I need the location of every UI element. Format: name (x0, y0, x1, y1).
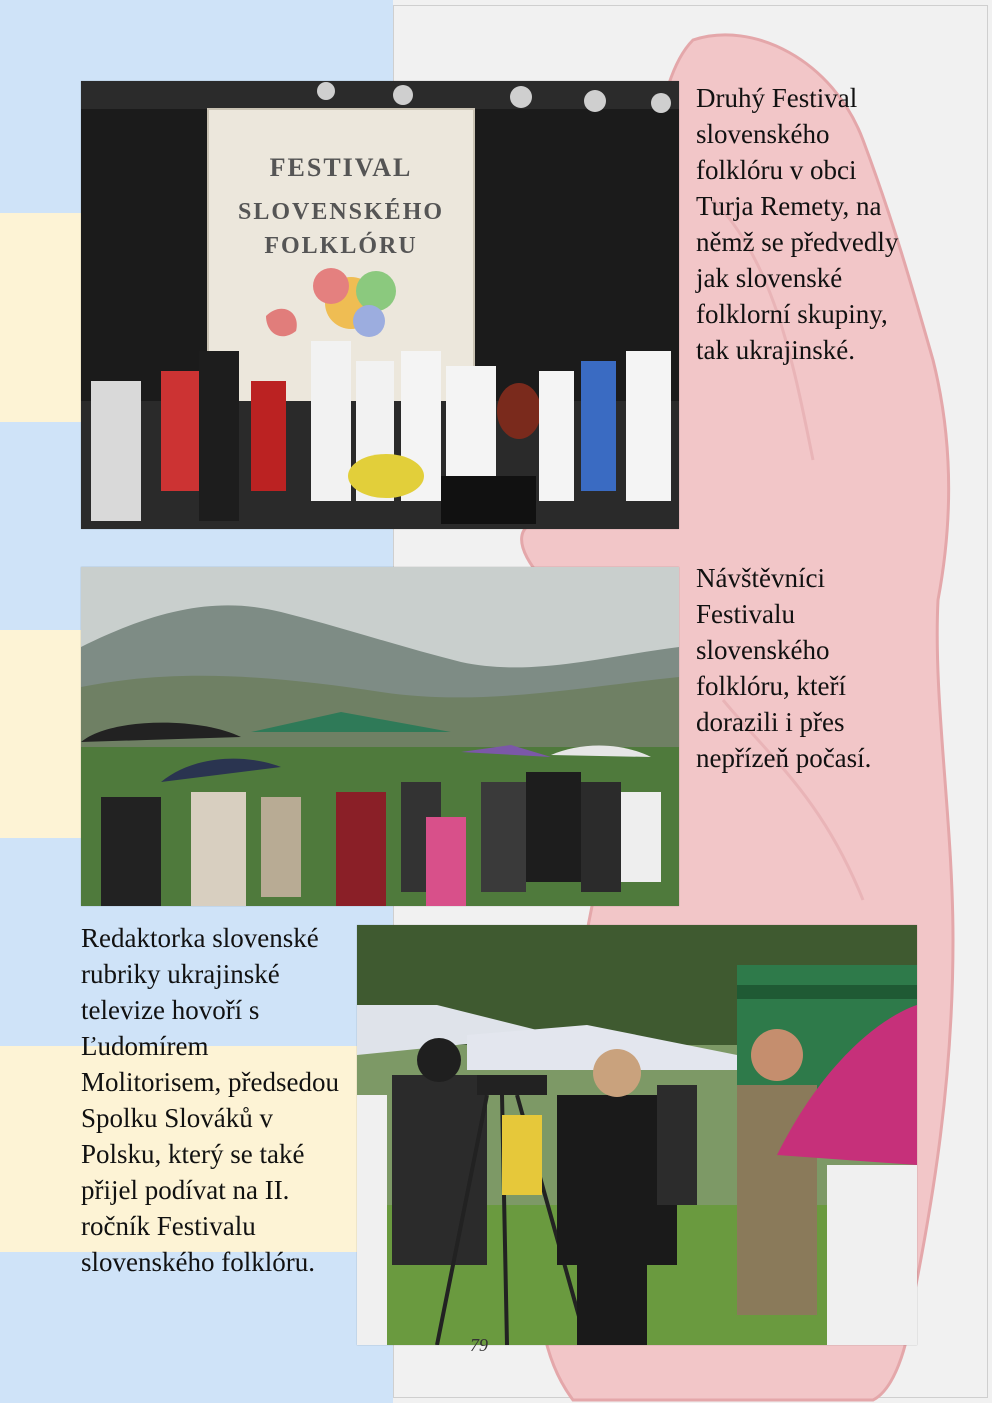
caption-photo-2: Návštěvníci Festivalu slovenského folklóru, kteří dorazili i přes nepřízeň počasí. (696, 563, 872, 773)
photo-tv-interview (357, 925, 917, 1345)
banner-line-2: SLOVENSKÉHO (237, 199, 445, 225)
page-number: 79 (470, 1335, 488, 1355)
banner-line-3: FOLKLÓRU (264, 233, 418, 259)
caption-photo-1: Druhý Festival slovenského folklóru v obci Turja Remety, na němž se předvedly jak slovenské folklorní skupiny, tak ukrajinské. (696, 83, 899, 365)
banner-line-1: FESTIVAL (269, 153, 413, 182)
photo-visitors (81, 567, 679, 906)
caption-photo-3: Redaktorka slovenské rubriky ukrajinské televize hovoří s Ľudomírem Molitorisem, předsedou Spolku Slováků v Polsku, který se také přijel podívat na II. ročník Festivalu slovenského folklóru. (81, 923, 339, 1277)
photo-festival-stage (81, 81, 679, 529)
